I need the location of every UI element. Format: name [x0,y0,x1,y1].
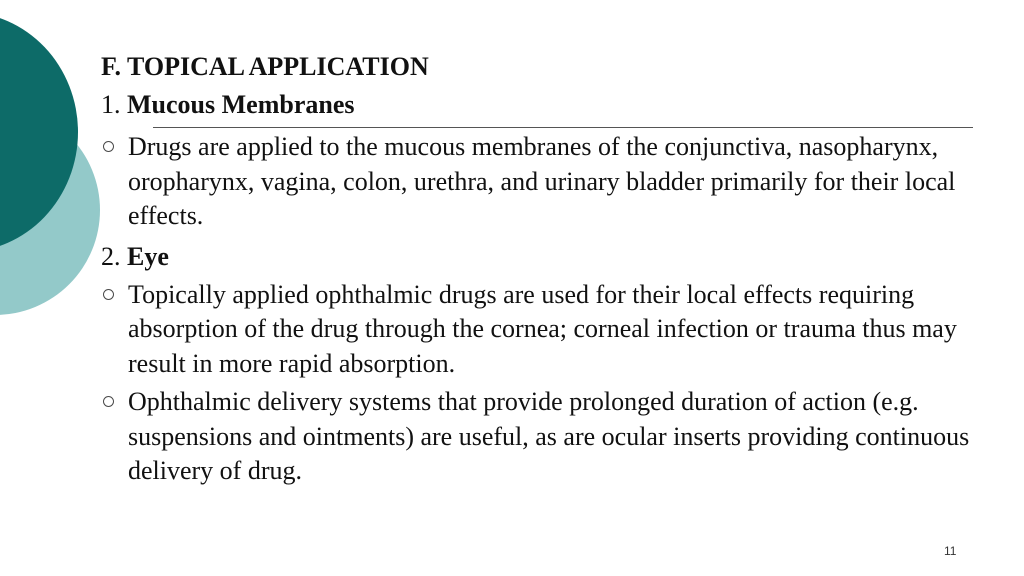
hollow-circle-bullet-icon [103,396,114,407]
section-label: Eye [127,241,169,271]
bullet-text: Ophthalmic delivery systems that provide prolonged duration of action (e.g. suspensions and ointments) are useful, as are ocular inserts providing continuous delivery of drug. [128,387,970,485]
bullet-item [101,278,1001,382]
bullet-item [101,130,1001,234]
bullet-text: Drugs are applied to the mucous membranes of the conjunctiva, nasopharynx, oropharynx, vagina, colon, urethra, and urinary bladder primarily for their local effects. [128,132,956,230]
section-heading-mucous-membranes [101,86,1001,124]
slide-content [101,48,1001,493]
bullet-item [101,385,1001,489]
hollow-circle-bullet-icon [103,141,114,152]
section-number: 2. [101,241,121,271]
slide-title: F. TOPICAL APPLICATION [101,52,429,81]
hollow-circle-bullet-icon [103,289,114,300]
section-heading-eye [101,238,1001,276]
section-number: 1. [101,90,121,119]
section-label: Mucous Membranes [127,90,355,119]
bullet-text: Topically applied ophthalmic drugs are used for their local effects requiring absorption of the drug through the cornea; corneal infection or trauma thus may result in more rapid absorption. [128,279,957,378]
page-number: 11 [944,544,957,558]
